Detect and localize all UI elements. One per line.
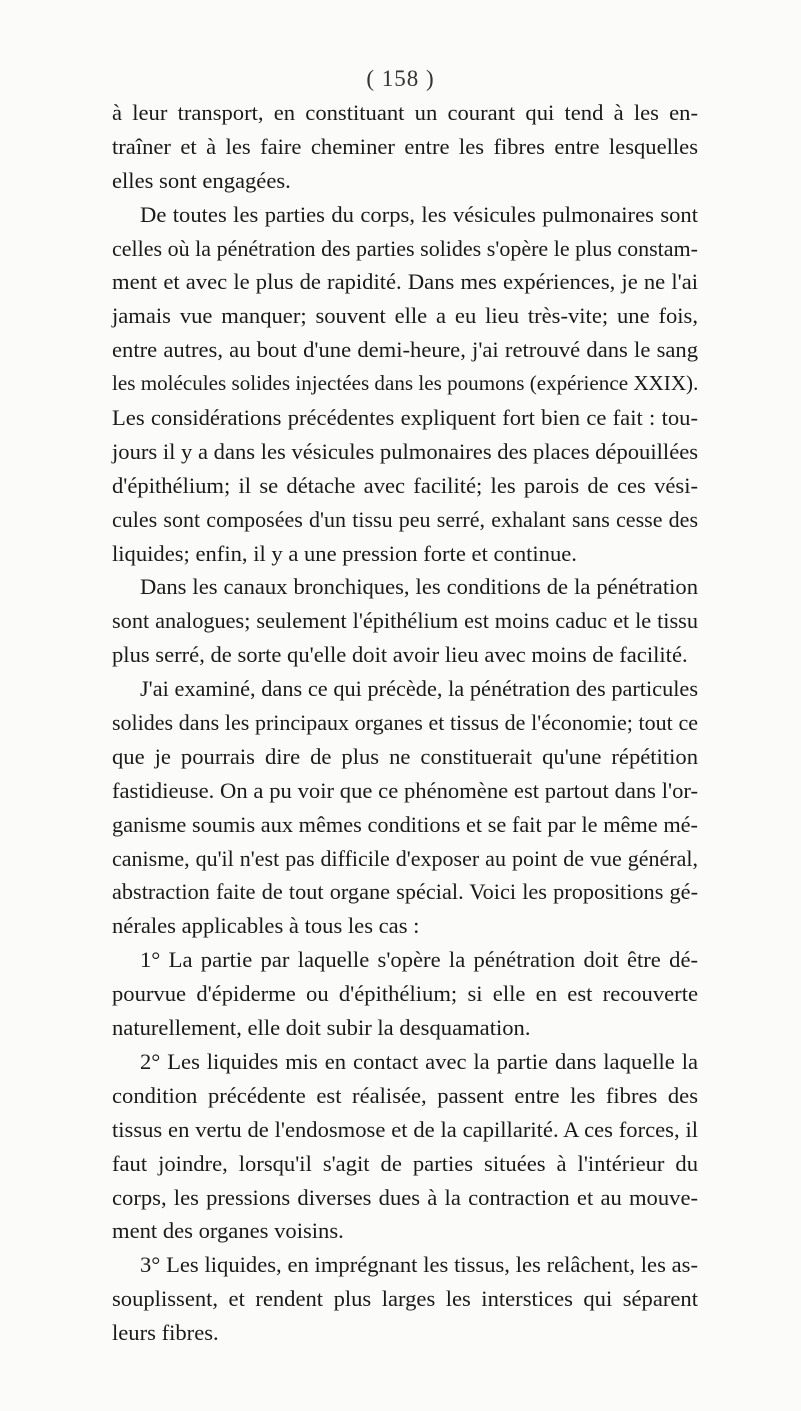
text-line: J'ai examiné, dans ce qui précède, la pénétration des particules (140, 676, 698, 702)
text-line: De toutes les parties du corps, les vésicules pulmonaires sont (140, 201, 698, 227)
text-line: traîner et à les faire cheminer entre les fibres entre lesquelles (112, 133, 698, 159)
text-line: ment des organes voisins. (112, 1218, 344, 1244)
text-line: ganisme soumis aux mêmes conditions et se fait par le même mé- (112, 811, 698, 837)
text-line: elles sont engagées. (112, 167, 291, 193)
text-line: leurs fibres. (112, 1320, 219, 1346)
text-line: les molécules solides injectées dans les poumons (expérience XXIX). (112, 371, 699, 396)
text-line: que je pourrais dire de plus ne constituerait qu'une répétition (112, 743, 698, 769)
text-line: corps, les pressions diverses dues à la contraction et au mouve- (112, 1184, 698, 1210)
text-line: 3° Les liquides, en imprégnant les tissus, les relâchent, les as- (140, 1252, 698, 1278)
text-line: fastidieuse. On a pu voir que ce phénomène est partout dans l'or- (112, 777, 698, 803)
text-line: cules sont composées d'un tissu peu serré, exhalant sans cesse des (112, 506, 698, 532)
text-line: jamais vue manquer; souvent elle a eu lieu très-vite; une fois, (112, 303, 698, 329)
text-line: entre autres, au bout d'une demi-heure, j'ai retrouvé dans le sang (112, 337, 698, 363)
text-line: jours il y a dans les vésicules pulmonaires des places dépouillées (112, 438, 699, 464)
text-line: nérales applicables à tous les cas : (112, 913, 420, 939)
text-line: à leur transport, en constituant un courant qui tend à les en- (112, 100, 698, 125)
text-line: canisme, qu'il n'est pas difficile d'exposer au point de vue général, (112, 845, 698, 871)
text-line: pourvue d'épiderme ou d'épithélium; si elle en est recouverte (112, 981, 698, 1007)
text-line: plus serré, de sorte qu'elle doit avoir lieu avec moins de facilité. (112, 642, 688, 668)
text-line: souplissent, et rendent plus larges les interstices qui séparent (112, 1286, 698, 1312)
text-line: liquides; enfin, il y a une pression forte et continue. (112, 540, 577, 566)
text-line: naturellement, elle doit subir la desquamation. (112, 1015, 531, 1041)
text-line: faut joindre, lorsqu'il s'agit de parties situées à l'intérieur du (112, 1150, 698, 1176)
text-line: celles où la pénétration des parties solides s'opère le plus constam- (112, 235, 698, 261)
text-line: solides dans les principaux organes et tissus de l'économie; tout ce (112, 710, 698, 736)
text-line: Les considérations précédentes expliquent fort bien ce fait : tou- (112, 405, 698, 431)
page-number: ( 158 ) (366, 66, 435, 91)
text-line: sont analogues; seulement l'épithélium est moins caduc et le tissu (112, 608, 698, 634)
text-line: 2° Les liquides mis en contact avec la partie dans laquelle la (140, 1048, 698, 1074)
text-line: Dans les canaux bronchiques, les conditions de la pénétration (140, 574, 698, 600)
body-text (112, 96, 698, 1350)
text-line: tissus en vertu de l'endosmose et de la capillarité. A ces forces, il (112, 1116, 698, 1142)
text-line: d'épithélium; il se détache avec facilité; les parois de ces vési- (112, 472, 698, 498)
text-line: 1° La partie par laquelle s'opère la pénétration doit être dé- (140, 947, 698, 973)
text-line: condition précédente est réalisée, passent entre les fibres des (112, 1082, 698, 1108)
text-line: abstraction faite de tout organe spécial. Voici les propositions gé- (112, 879, 698, 905)
text-line: ment et avec le plus de rapidité. Dans mes expériences, je ne l'ai (112, 269, 698, 295)
